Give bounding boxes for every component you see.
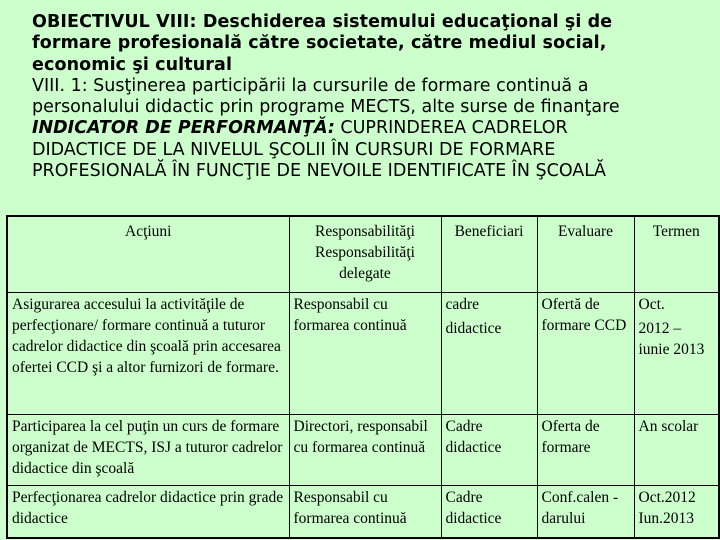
- cell-evaluare: Conf.calen -darului: [537, 485, 634, 538]
- table-row: [7, 485, 719, 538]
- objective-line-2: formare profesională către societate, către mediul social,: [32, 33, 607, 54]
- header-responsabilitati-delegate: Responsabilităţi delegate: [315, 244, 415, 282]
- cell-beneficiari: [441, 414, 537, 485]
- cell-termen: [634, 414, 719, 485]
- slide-title: [32, 12, 718, 182]
- header-beneficiari: Beneficiari: [441, 216, 537, 292]
- cell-beneficiari: [441, 292, 537, 414]
- cell-actiune: Participarea la cel puţin un curs de formare organizat de MECTS, ISJ a tuturor cadrelor didactice din şcoală: [7, 414, 289, 485]
- objective-line-3: economic şi cultural: [32, 54, 233, 75]
- actions-table: [6, 215, 720, 539]
- cell-responsabil: Directori, responsabil cu formarea continuă: [289, 414, 441, 485]
- beneficiari-line-2: didactice: [445, 319, 502, 337]
- beneficiari-line-1: Cadre: [445, 488, 483, 506]
- beneficiari-line-2: didactice: [445, 509, 502, 527]
- termen-line-1: An scolar: [638, 417, 699, 435]
- table-header-row: [7, 216, 719, 292]
- cell-actiune: Asigurarea accesului la activităţile de perfecţionare/ formare continuă a tuturor cadrelor didactice din şcoală prin accesarea ofertei CCD şi a altor furnizori de formare.: [7, 292, 289, 414]
- cell-responsabil: Responsabil cu formarea continuă: [289, 292, 441, 414]
- header-responsabilitati: [289, 216, 441, 292]
- table-row: [7, 414, 719, 485]
- cell-termen: [634, 292, 719, 414]
- header-responsabilitati-1: Responsabilităţi: [315, 223, 415, 240]
- cell-beneficiari: [441, 485, 537, 538]
- beneficiari-line-1: cadre: [445, 295, 480, 313]
- header-termen: Termen: [634, 216, 719, 292]
- table-row: [7, 292, 719, 414]
- header-evaluare: Evaluare: [537, 216, 634, 292]
- cell-termen: [634, 485, 719, 538]
- indicator-line-3: PROFESIONALĂ ÎN FUNCŢIE DE NEVOILE IDENTIFICATE ÎN ŞCOALĂ: [32, 161, 606, 182]
- indicator-line: [32, 118, 718, 139]
- indicator-label: INDICATOR DE PERFORMANŢĂ:: [32, 118, 335, 139]
- header-actiuni: Acţiuni: [7, 216, 289, 292]
- termen-line-1: Oct.2012: [638, 488, 696, 506]
- cell-evaluare: Ofertă de formare CCD: [537, 292, 634, 414]
- indicator-line-2: DIDACTICE DE LA NIVELUL ŞCOLII ÎN CURSURI DE FORMARE: [32, 139, 556, 160]
- subobjective-line-2: personalului didactic prin programe MECTS, alte surse de finanţare: [32, 97, 620, 118]
- indicator-text: CUPRINDEREA CADRELOR: [334, 118, 568, 139]
- objective-line-1: OBIECTIVUL VIII: Deschiderea sistemului educaţional şi de: [32, 12, 613, 32]
- beneficiari-line-1: Cadre: [445, 417, 483, 435]
- cell-responsabil: Responsabil cu formarea continuă: [289, 485, 441, 538]
- termen-line-2: 2012 – iunie 2013: [638, 319, 705, 358]
- termen-line-2: Iun.2013: [638, 509, 695, 527]
- subobjective-line-1: VIII. 1: Susţinerea participării la cursurile de formare continuă a: [32, 75, 589, 96]
- cell-evaluare: Oferta de formare: [537, 414, 634, 485]
- cell-actiune: Perfecţionarea cadrelor didactice prin grade didactice: [7, 485, 289, 538]
- beneficiari-line-2: didactice: [445, 438, 502, 456]
- termen-line-1: Oct.: [638, 295, 665, 313]
